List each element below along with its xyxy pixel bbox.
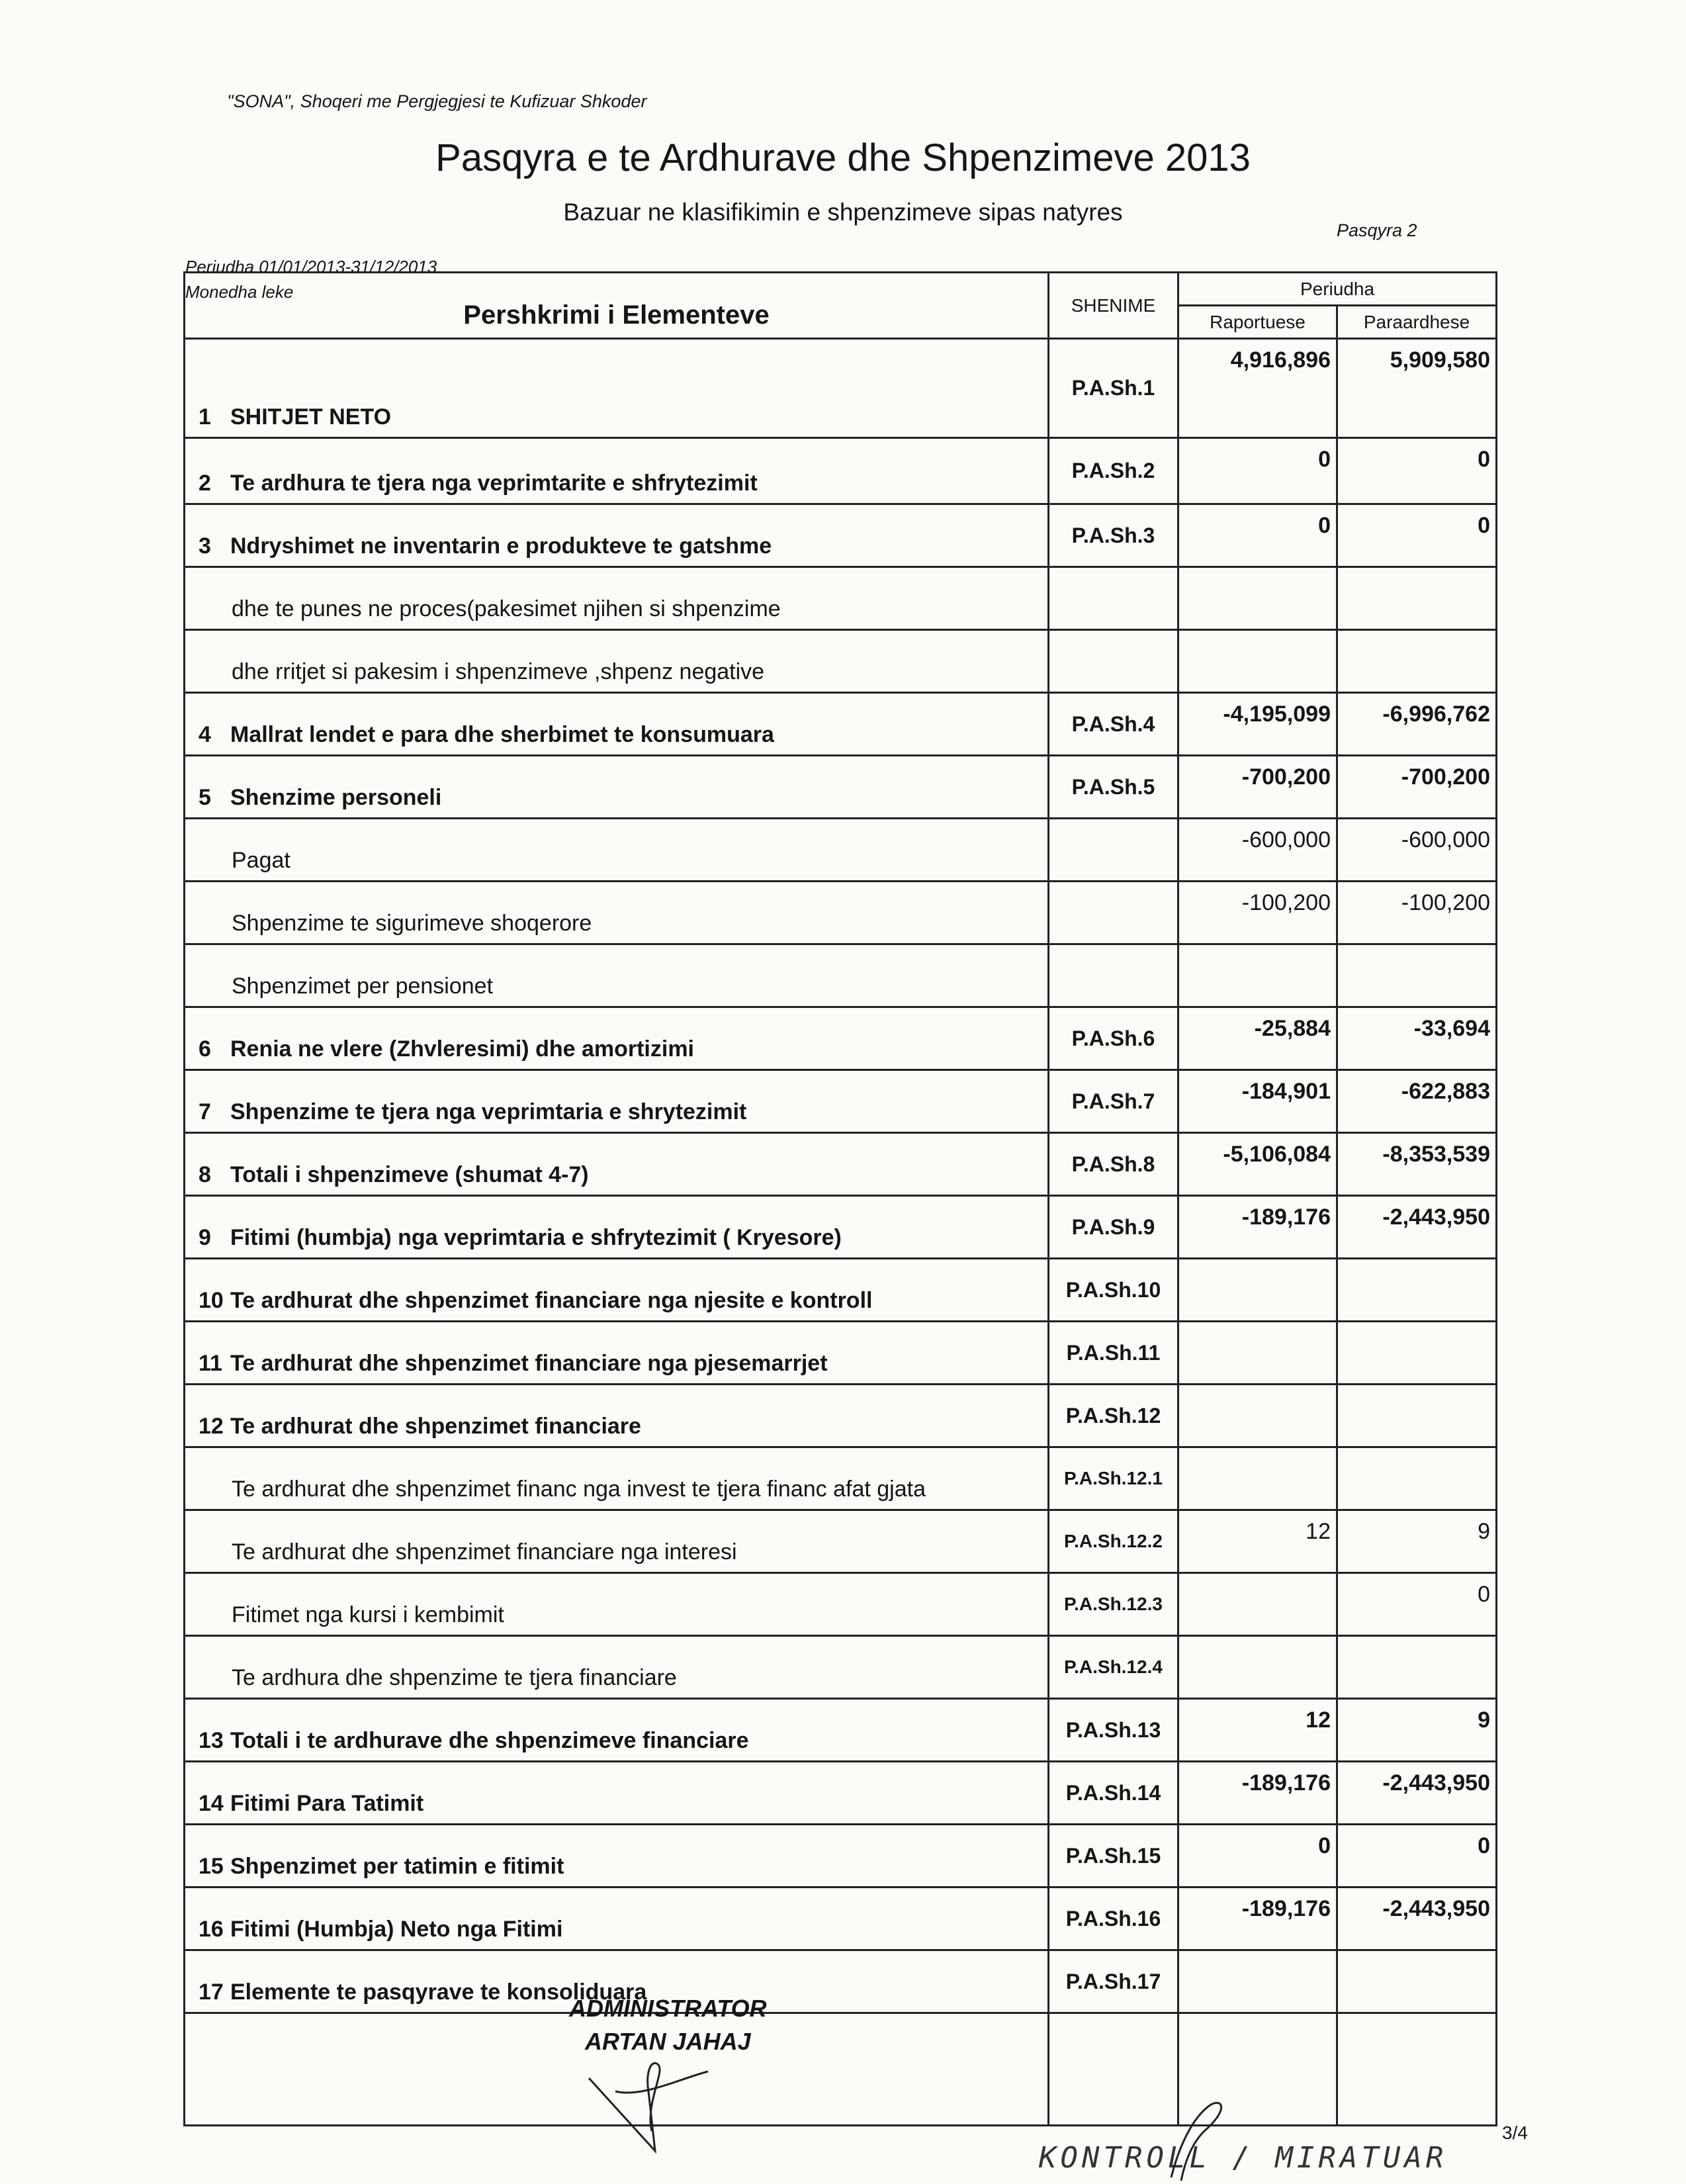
row-description	[185, 567, 1049, 630]
row-number: 12	[199, 1414, 224, 1439]
row-description	[185, 1825, 1049, 1888]
row-value-previous: 9	[1337, 1510, 1497, 1573]
row-description	[185, 504, 1049, 567]
row-description	[185, 693, 1049, 756]
row-note: P.A.Sh.8	[1049, 1133, 1178, 1196]
row-label: Shpenzime te sigurimeve shoqerore	[232, 911, 592, 936]
row-note: P.A.Sh.11	[1049, 1322, 1178, 1385]
row-description	[185, 756, 1049, 819]
row-description	[185, 1888, 1049, 1950]
row-label: Mallrat lendet e para dhe sherbimet te konsumuara	[230, 722, 774, 747]
row-description	[185, 1573, 1049, 1636]
row-number: 8	[199, 1162, 211, 1187]
table-row	[185, 504, 1497, 567]
row-label: Fitimi Para Tatimit	[230, 1791, 424, 1816]
row-value-previous: -600,000	[1337, 819, 1497, 882]
row-value-previous	[1337, 944, 1497, 1007]
row-description	[185, 944, 1049, 1007]
row-label: dhe te punes ne proces(pakesimet njihen si shpenzime	[232, 596, 781, 621]
row-value-previous: -2,443,950	[1337, 1762, 1497, 1825]
row-note: P.A.Sh.9	[1049, 1196, 1178, 1259]
table-row	[185, 1699, 1497, 1762]
row-value-current: 12	[1178, 1699, 1337, 1762]
row-note: P.A.Sh.15	[1049, 1825, 1178, 1888]
column-header-description: Pershkrimi i Elementeve	[185, 273, 1049, 339]
company-name: "SONA", Shoqeri me Pergjegjesi te Kufizuar Shkoder	[227, 91, 647, 111]
row-label: SHITJET NETO	[230, 404, 392, 430]
row-value-previous	[1337, 1447, 1497, 1510]
row-label: Te ardhura te tjera nga veprimtarite e shfrytezimit	[230, 471, 758, 496]
row-number: 7	[199, 1099, 211, 1124]
row-value-previous: -33,694	[1337, 1007, 1497, 1070]
row-note: P.A.Sh.6	[1049, 1007, 1178, 1070]
row-note: P.A.Sh.4	[1049, 693, 1178, 756]
row-value-previous	[1337, 630, 1497, 693]
table-row	[185, 1510, 1497, 1573]
row-note: P.A.Sh.13	[1049, 1699, 1178, 1762]
table-row	[185, 693, 1497, 756]
row-value-previous: -8,353,539	[1337, 1133, 1497, 1196]
row-note	[1049, 944, 1178, 1007]
row-value-current	[1178, 1447, 1337, 1510]
row-label: Fitimet nga kursi i kembimit	[232, 1602, 504, 1627]
row-label: Te ardhurat dhe shpenzimet financiare nga pjesemarrjet	[230, 1351, 828, 1376]
row-value-previous: 5,909,580	[1337, 339, 1497, 438]
row-description	[185, 630, 1049, 693]
row-description	[185, 1259, 1049, 1322]
row-number: 4	[199, 722, 211, 747]
row-label: Shpenzimet per tatimin e fitimit	[230, 1854, 564, 1879]
row-value-previous: 0	[1337, 1825, 1497, 1888]
row-note: P.A.Sh.12.2	[1049, 1510, 1178, 1573]
row-number: 17	[199, 1979, 224, 2005]
currency-label: Monedha leke	[185, 282, 294, 302]
table-row	[185, 1950, 1497, 2013]
row-label: Shpenzimet per pensionet	[232, 974, 494, 999]
row-note: P.A.Sh.16	[1049, 1888, 1178, 1950]
row-value-current	[1178, 1259, 1337, 1322]
row-value-current	[1178, 944, 1337, 1007]
row-value-previous: -700,200	[1337, 756, 1497, 819]
table-row	[185, 1825, 1497, 1888]
row-value-current: 12	[1178, 1510, 1337, 1573]
column-header-previous: Paraardhese	[1337, 306, 1497, 339]
row-value-current: -700,200	[1178, 756, 1337, 819]
row-value-current	[1178, 1573, 1337, 1636]
table-row	[185, 1133, 1497, 1196]
row-label: Te ardhura dhe shpenzime te tjera financiare	[232, 1665, 677, 1690]
row-label: Fitimi (humbja) nga veprimtaria e shfrytezimit ( Kryesore)	[230, 1225, 842, 1250]
row-value-current: 0	[1178, 504, 1337, 567]
page-title: Pasqyra e te Ardhurave dhe Shpenzimeve 2013	[435, 136, 1251, 179]
table-row	[185, 1070, 1497, 1133]
row-value-current: 0	[1178, 1825, 1337, 1888]
row-value-previous: -2,443,950	[1337, 1888, 1497, 1950]
row-value-current: -189,176	[1178, 1888, 1337, 1950]
row-value-previous: 0	[1337, 504, 1497, 567]
row-description	[185, 1007, 1049, 1070]
row-value-current: -4,195,099	[1178, 693, 1337, 756]
row-value-previous: 0	[1337, 438, 1497, 504]
table-row	[185, 1007, 1497, 1070]
row-description	[185, 339, 1049, 438]
row-label: Renia ne vlere (Zhvleresimi) dhe amortizimi	[230, 1036, 695, 1062]
row-label: Totali i te ardhurave dhe shpenzimeve financiare	[230, 1728, 749, 1753]
row-description	[185, 1762, 1049, 1825]
row-label: Te ardhurat dhe shpenzimet financiare nga interesi	[232, 1539, 737, 1565]
row-note: P.A.Sh.1	[1049, 339, 1178, 438]
row-note	[1049, 630, 1178, 693]
row-number: 16	[199, 1917, 224, 1942]
row-note	[1049, 819, 1178, 882]
row-note: P.A.Sh.3	[1049, 504, 1178, 567]
row-value-current: 4,916,896	[1178, 339, 1337, 438]
row-value-current: -5,106,084	[1178, 1133, 1337, 1196]
row-value-current	[1178, 1636, 1337, 1699]
row-value-previous	[1337, 1636, 1497, 1699]
column-header-current: Raportuese	[1178, 306, 1337, 339]
row-number: 3	[199, 533, 211, 559]
empty-cell	[1049, 2013, 1178, 2126]
table-row	[185, 567, 1497, 630]
row-value-previous	[1337, 1322, 1497, 1385]
page-number: 3/4	[1502, 2122, 1528, 2143]
income-statement-table	[183, 271, 1497, 2126]
row-label: Shenzime personeli	[230, 785, 442, 810]
row-number: 1	[199, 404, 211, 430]
table-row	[185, 1636, 1497, 1699]
row-label: Shpenzime te tjera nga veprimtaria e shrytezimit	[230, 1099, 747, 1124]
row-label: Fitimi (Humbja) Neto nga Fitimi	[230, 1917, 563, 1942]
row-value-previous: 9	[1337, 1699, 1497, 1762]
row-description	[185, 1196, 1049, 1259]
row-value-previous: -2,443,950	[1337, 1196, 1497, 1259]
row-note: P.A.Sh.12.3	[1049, 1573, 1178, 1636]
row-label: Elemente te pasqyrave te konsoliduara	[230, 1979, 647, 2005]
row-note: P.A.Sh.10	[1049, 1259, 1178, 1322]
row-number: 10	[199, 1288, 224, 1313]
row-value-previous	[1337, 567, 1497, 630]
row-value-current: -600,000	[1178, 819, 1337, 882]
row-label: Pagat	[232, 848, 290, 873]
row-value-current	[1178, 1385, 1337, 1447]
row-number: 13	[199, 1728, 224, 1753]
row-label: Ndryshimet ne inventarin e produkteve te gatshme	[230, 533, 772, 559]
signature-block	[569, 1992, 767, 2058]
column-header-notes: SHENIME	[1049, 273, 1178, 339]
row-note: P.A.Sh.12.4	[1049, 1636, 1178, 1699]
row-description	[185, 1322, 1049, 1385]
table-row	[185, 819, 1497, 882]
period-range: Periudha 01/01/2013-31/12/2013	[185, 257, 437, 277]
row-number: 15	[199, 1854, 224, 1879]
row-value-current	[1178, 567, 1337, 630]
empty-cell	[1337, 2013, 1497, 2126]
row-note	[1049, 567, 1178, 630]
table-row	[185, 1447, 1497, 1510]
row-label: Te ardhurat dhe shpenzimet financiare	[230, 1414, 641, 1439]
approval-stamp: KONTROLL / MIRATUAR	[1039, 2141, 1448, 2175]
row-note: P.A.Sh.12.1	[1049, 1447, 1178, 1510]
row-value-previous	[1337, 1950, 1497, 2013]
row-note: P.A.Sh.17	[1049, 1950, 1178, 2013]
row-description	[185, 1510, 1049, 1573]
table-row	[185, 630, 1497, 693]
statement-body	[185, 339, 1497, 2126]
row-note: P.A.Sh.2	[1049, 438, 1178, 504]
row-description	[185, 1699, 1049, 1762]
table-row	[185, 339, 1497, 438]
row-value-previous: -622,883	[1337, 1070, 1497, 1133]
table-row	[185, 944, 1497, 1007]
table-row	[185, 1888, 1497, 1950]
row-number: 14	[199, 1791, 224, 1816]
row-value-current	[1178, 630, 1337, 693]
page-subtitle: Bazuar ne klasifikimin e shpenzimeve sipas natyres	[563, 199, 1123, 226]
row-description	[185, 1070, 1049, 1133]
row-description	[185, 1447, 1049, 1510]
row-label: dhe rritjet si pakesim i shpenzimeve ,shpenz negative	[232, 659, 765, 684]
table-row	[185, 882, 1497, 944]
column-header-period: Periudha	[1178, 273, 1497, 306]
row-value-previous: -6,996,762	[1337, 693, 1497, 756]
row-value-current	[1178, 1322, 1337, 1385]
table-row	[185, 756, 1497, 819]
table-row	[185, 1196, 1497, 1259]
row-number: 2	[199, 471, 211, 496]
table-row	[185, 1762, 1497, 1825]
table-row	[185, 1573, 1497, 1636]
table-row	[185, 1385, 1497, 1447]
row-value-current: -189,176	[1178, 1762, 1337, 1825]
row-description	[185, 1385, 1049, 1447]
row-note: P.A.Sh.7	[1049, 1070, 1178, 1133]
table-row	[185, 1259, 1497, 1322]
row-value-previous: 0	[1337, 1573, 1497, 1636]
row-description	[185, 819, 1049, 882]
row-description	[185, 1636, 1049, 1699]
row-number: 9	[199, 1225, 211, 1250]
row-note	[1049, 882, 1178, 944]
row-number: 6	[199, 1036, 211, 1062]
row-value-current: -100,200	[1178, 882, 1337, 944]
administrator-signature	[576, 2052, 721, 2164]
table-row	[185, 438, 1497, 504]
admin-name: ARTAN JAHAJ	[584, 2028, 751, 2055]
admin-title: ADMINISTRATOR	[569, 1995, 767, 2022]
row-value-previous	[1337, 1259, 1497, 1322]
row-description	[185, 438, 1049, 504]
statement-label: Pasqyra 2	[1337, 220, 1417, 240]
signature-row	[185, 2013, 1497, 2126]
row-label: Totali i shpenzimeve (shumat 4-7)	[230, 1162, 589, 1187]
row-note: P.A.Sh.14	[1049, 1762, 1178, 1825]
row-number: 5	[199, 785, 211, 810]
row-note: P.A.Sh.12	[1049, 1385, 1178, 1447]
row-value-current: -189,176	[1178, 1196, 1337, 1259]
row-value-current: 0	[1178, 438, 1337, 504]
row-note: P.A.Sh.5	[1049, 756, 1178, 819]
row-value-previous: -100,200	[1337, 882, 1497, 944]
row-label: Te ardhurat dhe shpenzimet financiare nga njesite e kontroll	[230, 1288, 873, 1313]
row-label: Te ardhurat dhe shpenzimet financ nga invest te tjera financ afat gjata	[232, 1477, 926, 1502]
row-description	[185, 1133, 1049, 1196]
table-row	[185, 1322, 1497, 1385]
stamp-signature	[1165, 2098, 1244, 2184]
row-value-current	[1178, 1950, 1337, 2013]
row-number: 11	[199, 1351, 222, 1376]
row-value-previous	[1337, 1385, 1497, 1447]
row-value-current: -184,901	[1178, 1070, 1337, 1133]
row-value-current: -25,884	[1178, 1007, 1337, 1070]
row-description	[185, 882, 1049, 944]
